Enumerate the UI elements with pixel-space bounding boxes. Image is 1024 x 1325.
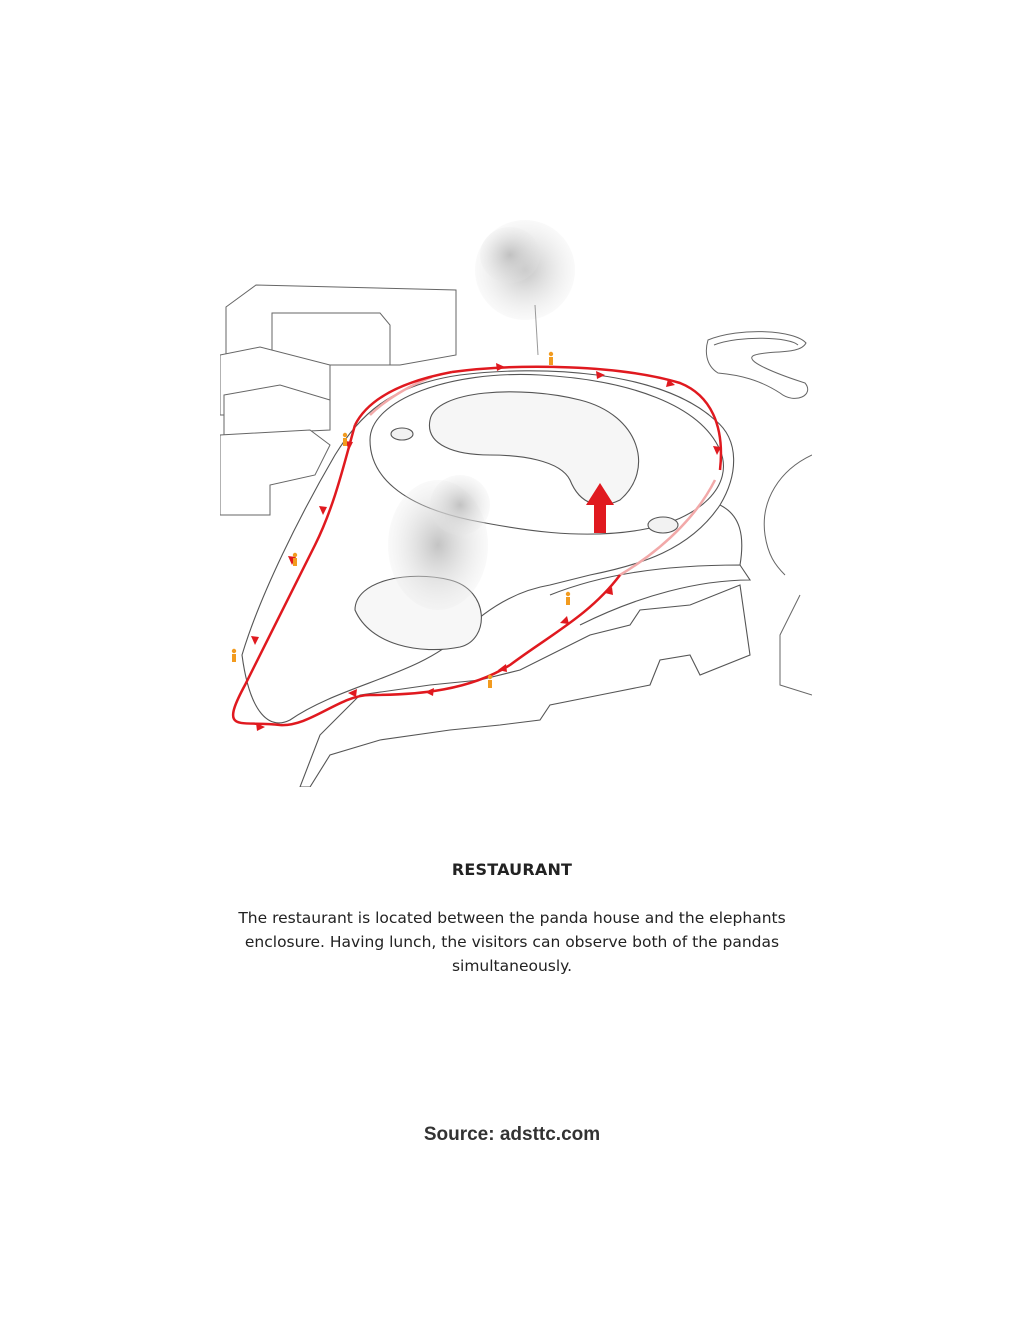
panda-house-structure [242, 371, 750, 787]
source-credit: Source: adsttc.com [423, 1124, 601, 1145]
caption-body: The restaurant is located between the panda house and the elephants enclosure. Having lunch, the visitors can observe both of the pandas simultaneously. [238, 909, 786, 975]
tree-icon [475, 220, 575, 355]
restaurant-route-diagram [220, 215, 812, 787]
caption-title: RESTAURANT [451, 860, 573, 879]
